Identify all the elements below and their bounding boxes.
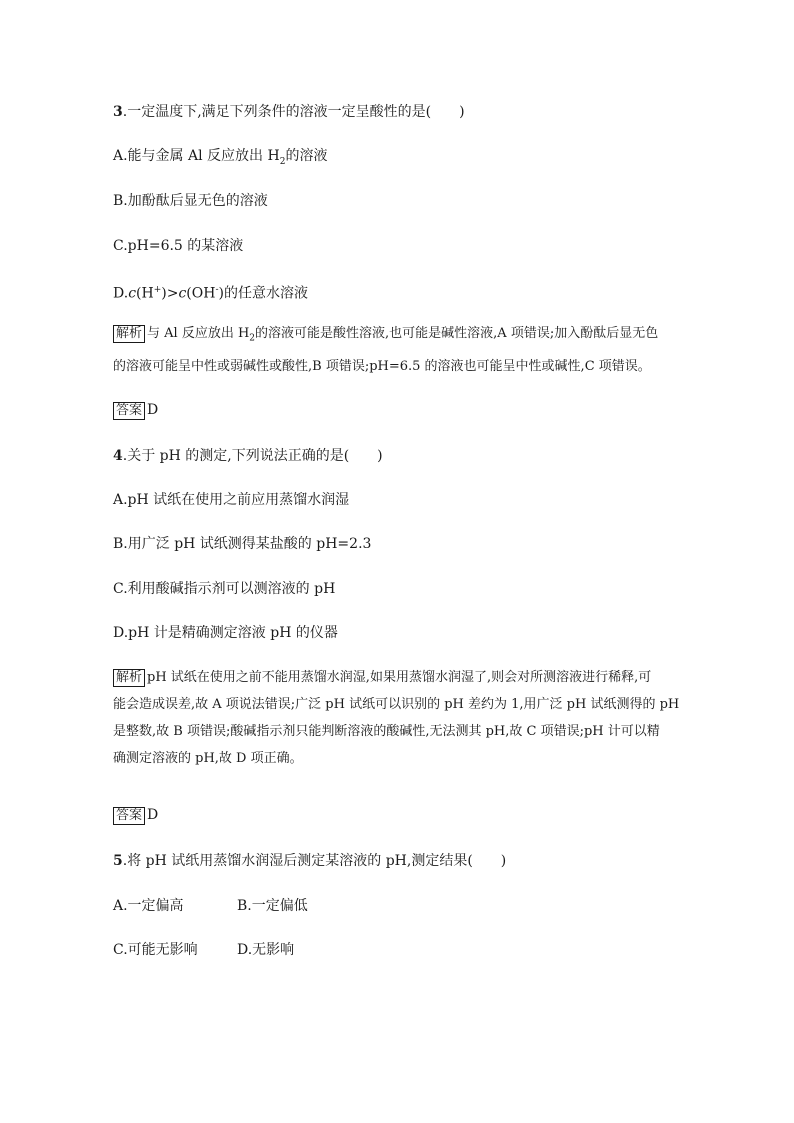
- explanation-line: 能会造成误差,故 A 项说法错误;广泛 pH 试纸可以识别的 pH 差约为 1,用广泛 pH 试纸测得的 pH: [113, 697, 680, 712]
- explanation-tag: 解析: [113, 325, 145, 343]
- question-5-option-a: A.一定偏高: [113, 898, 184, 914]
- question-5-option-c: C.可能无影响: [113, 942, 198, 958]
- question-3-answer: [113, 400, 158, 420]
- question-3-option-b: B.加酚酞后显无色的溶液: [113, 193, 268, 209]
- question-4-option-b: B.用广泛 pH 试纸测得某盐酸的 pH=2.3: [113, 536, 372, 552]
- explanation-line: 解析 与 Al 反应放出 $H_2$的溶液可能是酸性溶液,也可能是碱性溶液,A 项错误;加入酚酞后显无色: [113, 320, 683, 353]
- question-3-option-c: C.pH=6.5 的某溶液: [113, 238, 244, 254]
- question-5-option-d: D.无影响: [237, 942, 295, 958]
- answer-tag: 答案: [113, 402, 145, 420]
- explanation-line: 是整数,故 B 项错误;酸碱指示剂只能判断溶液的酸碱性,无法测其 pH,故 C 项错误;pH 计可以精: [113, 724, 660, 739]
- explanation-tag: 解析: [113, 669, 145, 687]
- question-4-option-a: A.pH 试纸在使用之前应用蒸馏水润湿: [113, 492, 350, 508]
- answer-value: D: [147, 402, 159, 418]
- answer-value: D: [147, 807, 159, 823]
- question-3-explanation: [113, 320, 683, 380]
- question-5-stem: 5.将 pH 试纸用蒸馏水润湿后测定某溶液的 pH,测定结果( ): [113, 853, 507, 869]
- question-3-stem: 3.一定温度下,满足下列条件的溶液一定呈酸性的是( ): [113, 104, 465, 120]
- question-3-option-d: D.c(H+)>c(OH-)的任意水溶液: [113, 285, 308, 302]
- question-number: 4: [113, 448, 123, 464]
- question-4-option-d: D.pH 计是精确测定溶液 pH 的仪器: [113, 625, 338, 641]
- question-3-option-a: A.能与金属 Al 反应放出 $H_2$的溶液: [113, 148, 328, 167]
- question-5-option-b: B.一定偏低: [237, 898, 308, 914]
- explanation-line: 的溶液可能呈中性或弱碱性或酸性,B 项错误;pH=6.5 的溶液也可能呈中性或碱性,C 项错误。: [113, 358, 651, 374]
- question-4-option-c: C.利用酸碱指示剂可以测溶液的 pH: [113, 581, 336, 597]
- question-4-explanation: [113, 664, 683, 772]
- question-number: 5: [113, 853, 123, 869]
- explanation-line: 解析 pH 试纸在使用之前不能用蒸馏水润湿,如果用蒸馏水润湿了,则会对所测溶液进行稀释,可: [113, 664, 683, 691]
- answer-tag: 答案: [113, 807, 145, 825]
- question-4-answer: [113, 805, 158, 825]
- question-number: 3: [113, 104, 123, 120]
- explanation-line: 确测定溶液的 pH,故 D 项正确。: [113, 751, 303, 766]
- question-4-stem: 4.关于 pH 的测定,下列说法正确的是( ): [113, 448, 383, 464]
